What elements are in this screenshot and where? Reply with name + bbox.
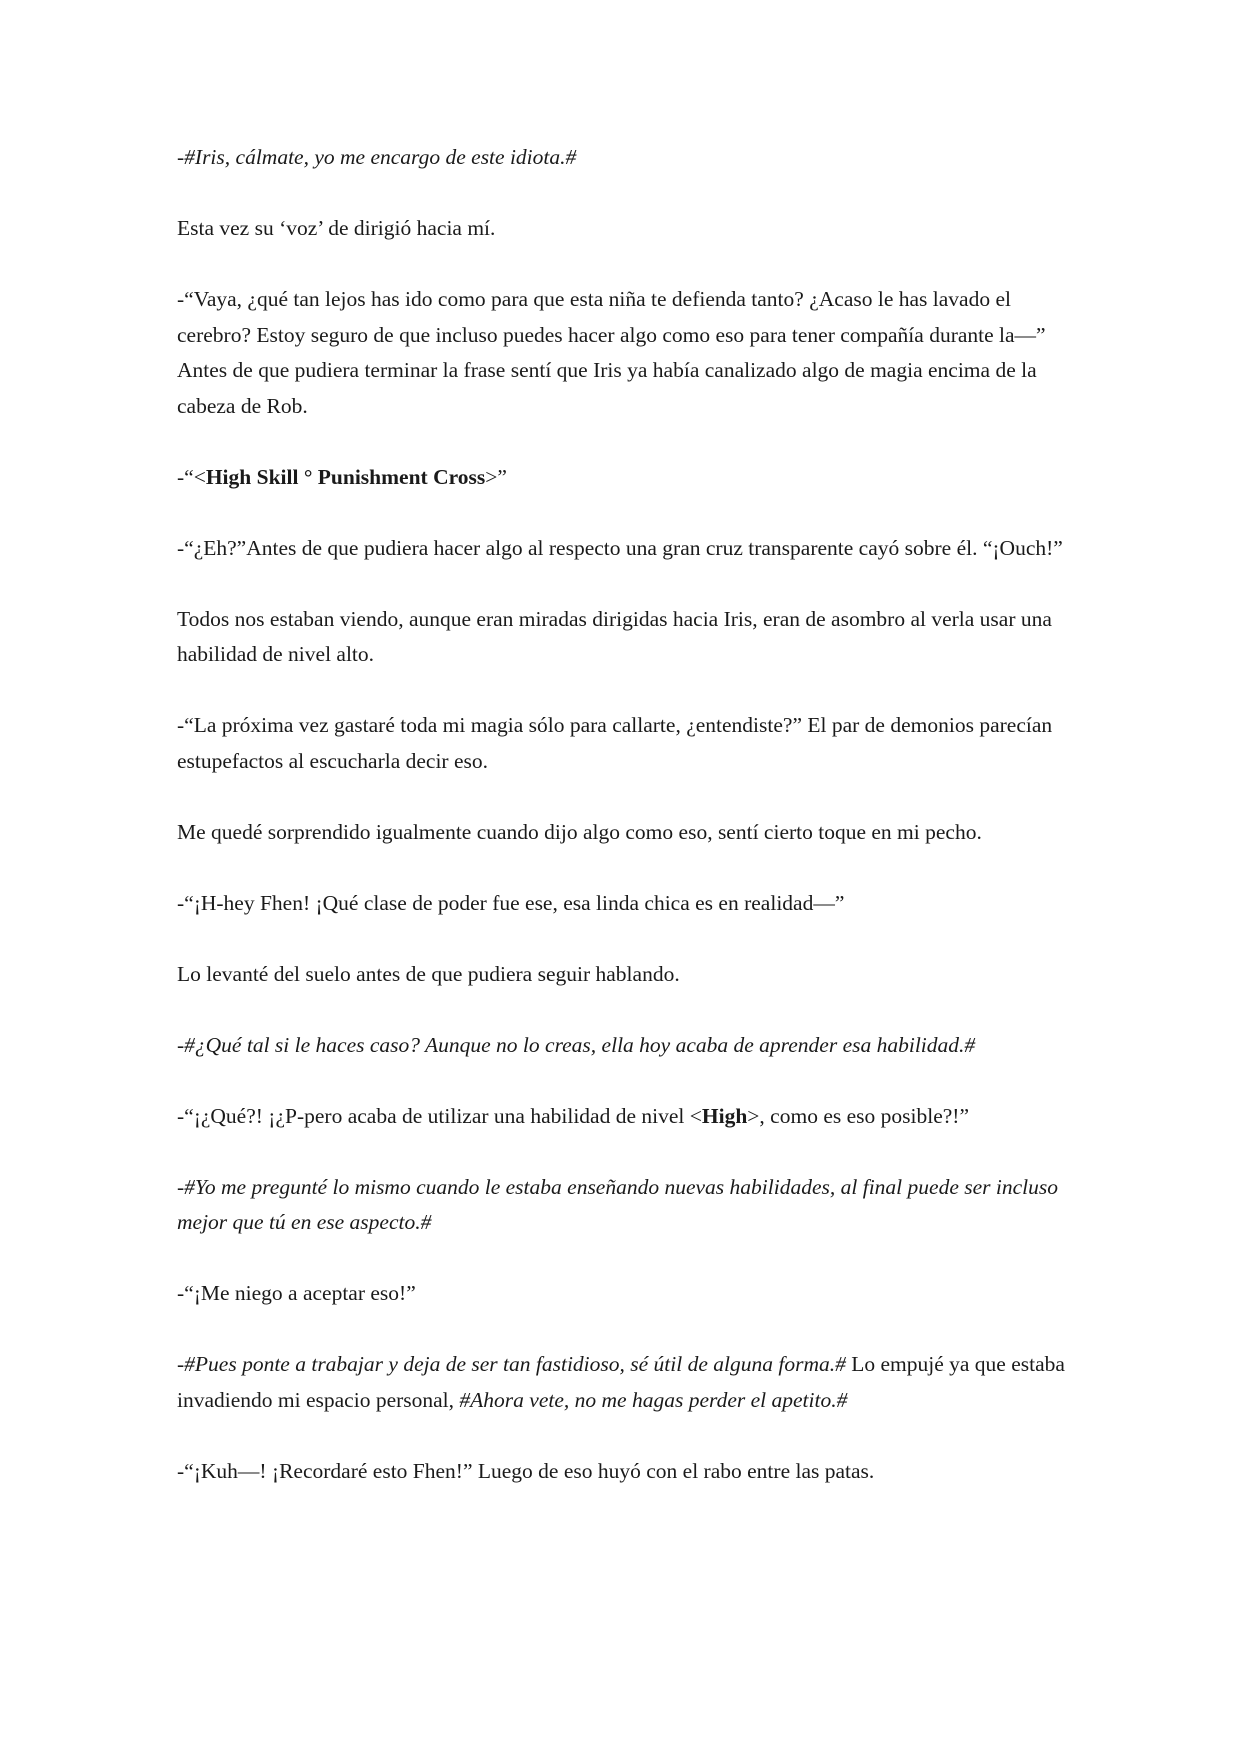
paragraph-4: [177, 460, 1077, 496]
paragraph-6: Todos nos estaban viendo, aunque eran miradas dirigidas hacia Iris, eran de asombro al verla usar una habilidad de nivel alto.: [177, 606, 1052, 666]
paragraph-5: -“¿Eh?”Antes de que pudiera hacer algo al respecto una gran cruz transparente cayó sobre él. “¡Ouch!”: [177, 535, 1063, 560]
skill-name: High Skill ° Punishment Cross: [205, 464, 486, 489]
paragraph-3: -“Vaya, ¿qué tan lejos has ido como para que esta niña te defienda tanto? ¿Acaso le has lavado el cerebro? Estoy seguro de que incluso puedes hacer algo como eso para tener compañía durante la—” Antes de que pudiera terminar la frase sentí que Iris ya había canalizado algo de magia encima de la cabeza de Rob.: [177, 287, 1046, 418]
paragraph-2: Esta vez su ‘voz’ de dirigió hacia mí.: [177, 216, 496, 240]
paragraph-12-prefix: -“¡¿Qué?! ¡¿P-pero acaba de utilizar una habilidad de nivel <: [177, 1103, 702, 1128]
paragraph-12-bold: High: [701, 1103, 748, 1128]
paragraph-14: -“¡Me niego a aceptar eso!”: [177, 1281, 416, 1305]
paragraph-1: -#Iris, cálmate, yo me encargo de este idiota.#: [177, 145, 577, 169]
paragraph-12-suffix: >, como es eso posible?!”: [747, 1103, 969, 1128]
paragraph-15-normal: Lo empujé ya que estaba invadiendo mi espacio personal,: [177, 1352, 1065, 1412]
paragraph-10: Lo levanté del suelo antes de que pudiera seguir hablando.: [177, 961, 680, 986]
paragraph-15-italic-2: #Ahora vete, no me hagas perder el apetito.#: [459, 1387, 848, 1412]
paragraph-8: Me quedé sorprendido igualmente cuando dijo algo como eso, sentí cierto toque en mi pecho.: [177, 819, 982, 844]
document-page: [177, 140, 1077, 1525]
paragraph-11: -#¿Qué tal si le haces caso? Aunque no lo creas, ella hoy acaba de aprender esa habilidad.#: [177, 1032, 976, 1057]
paragraph-15-italic-1: -#Pues ponte a trabajar y deja de ser tan fastidioso, sé útil de alguna forma.#: [177, 1352, 846, 1376]
skill-prefix: -“<: [177, 464, 206, 489]
paragraph-12: [177, 1099, 1077, 1135]
skill-suffix: >”: [485, 464, 507, 489]
paragraph-9: -“¡H-hey Fhen! ¡Qué clase de poder fue ese, esa linda chica es en realidad—”: [177, 890, 845, 915]
paragraph-7: -“La próxima vez gastaré toda mi magia sólo para callarte, ¿entendiste?” El par de demonios parecían estupefactos al escucharla decir eso.: [177, 713, 1053, 773]
paragraph-13: -#Yo me pregunté lo mismo cuando le estaba enseñando nuevas habilidades, al final puede ser incluso mejor que tú en ese aspecto.#: [177, 1174, 1058, 1234]
paragraph-16: -“¡Kuh—! ¡Recordaré esto Fhen!” Luego de eso huyó con el rabo entre las patas.: [177, 1458, 875, 1483]
paragraph-15: [177, 1347, 1077, 1418]
